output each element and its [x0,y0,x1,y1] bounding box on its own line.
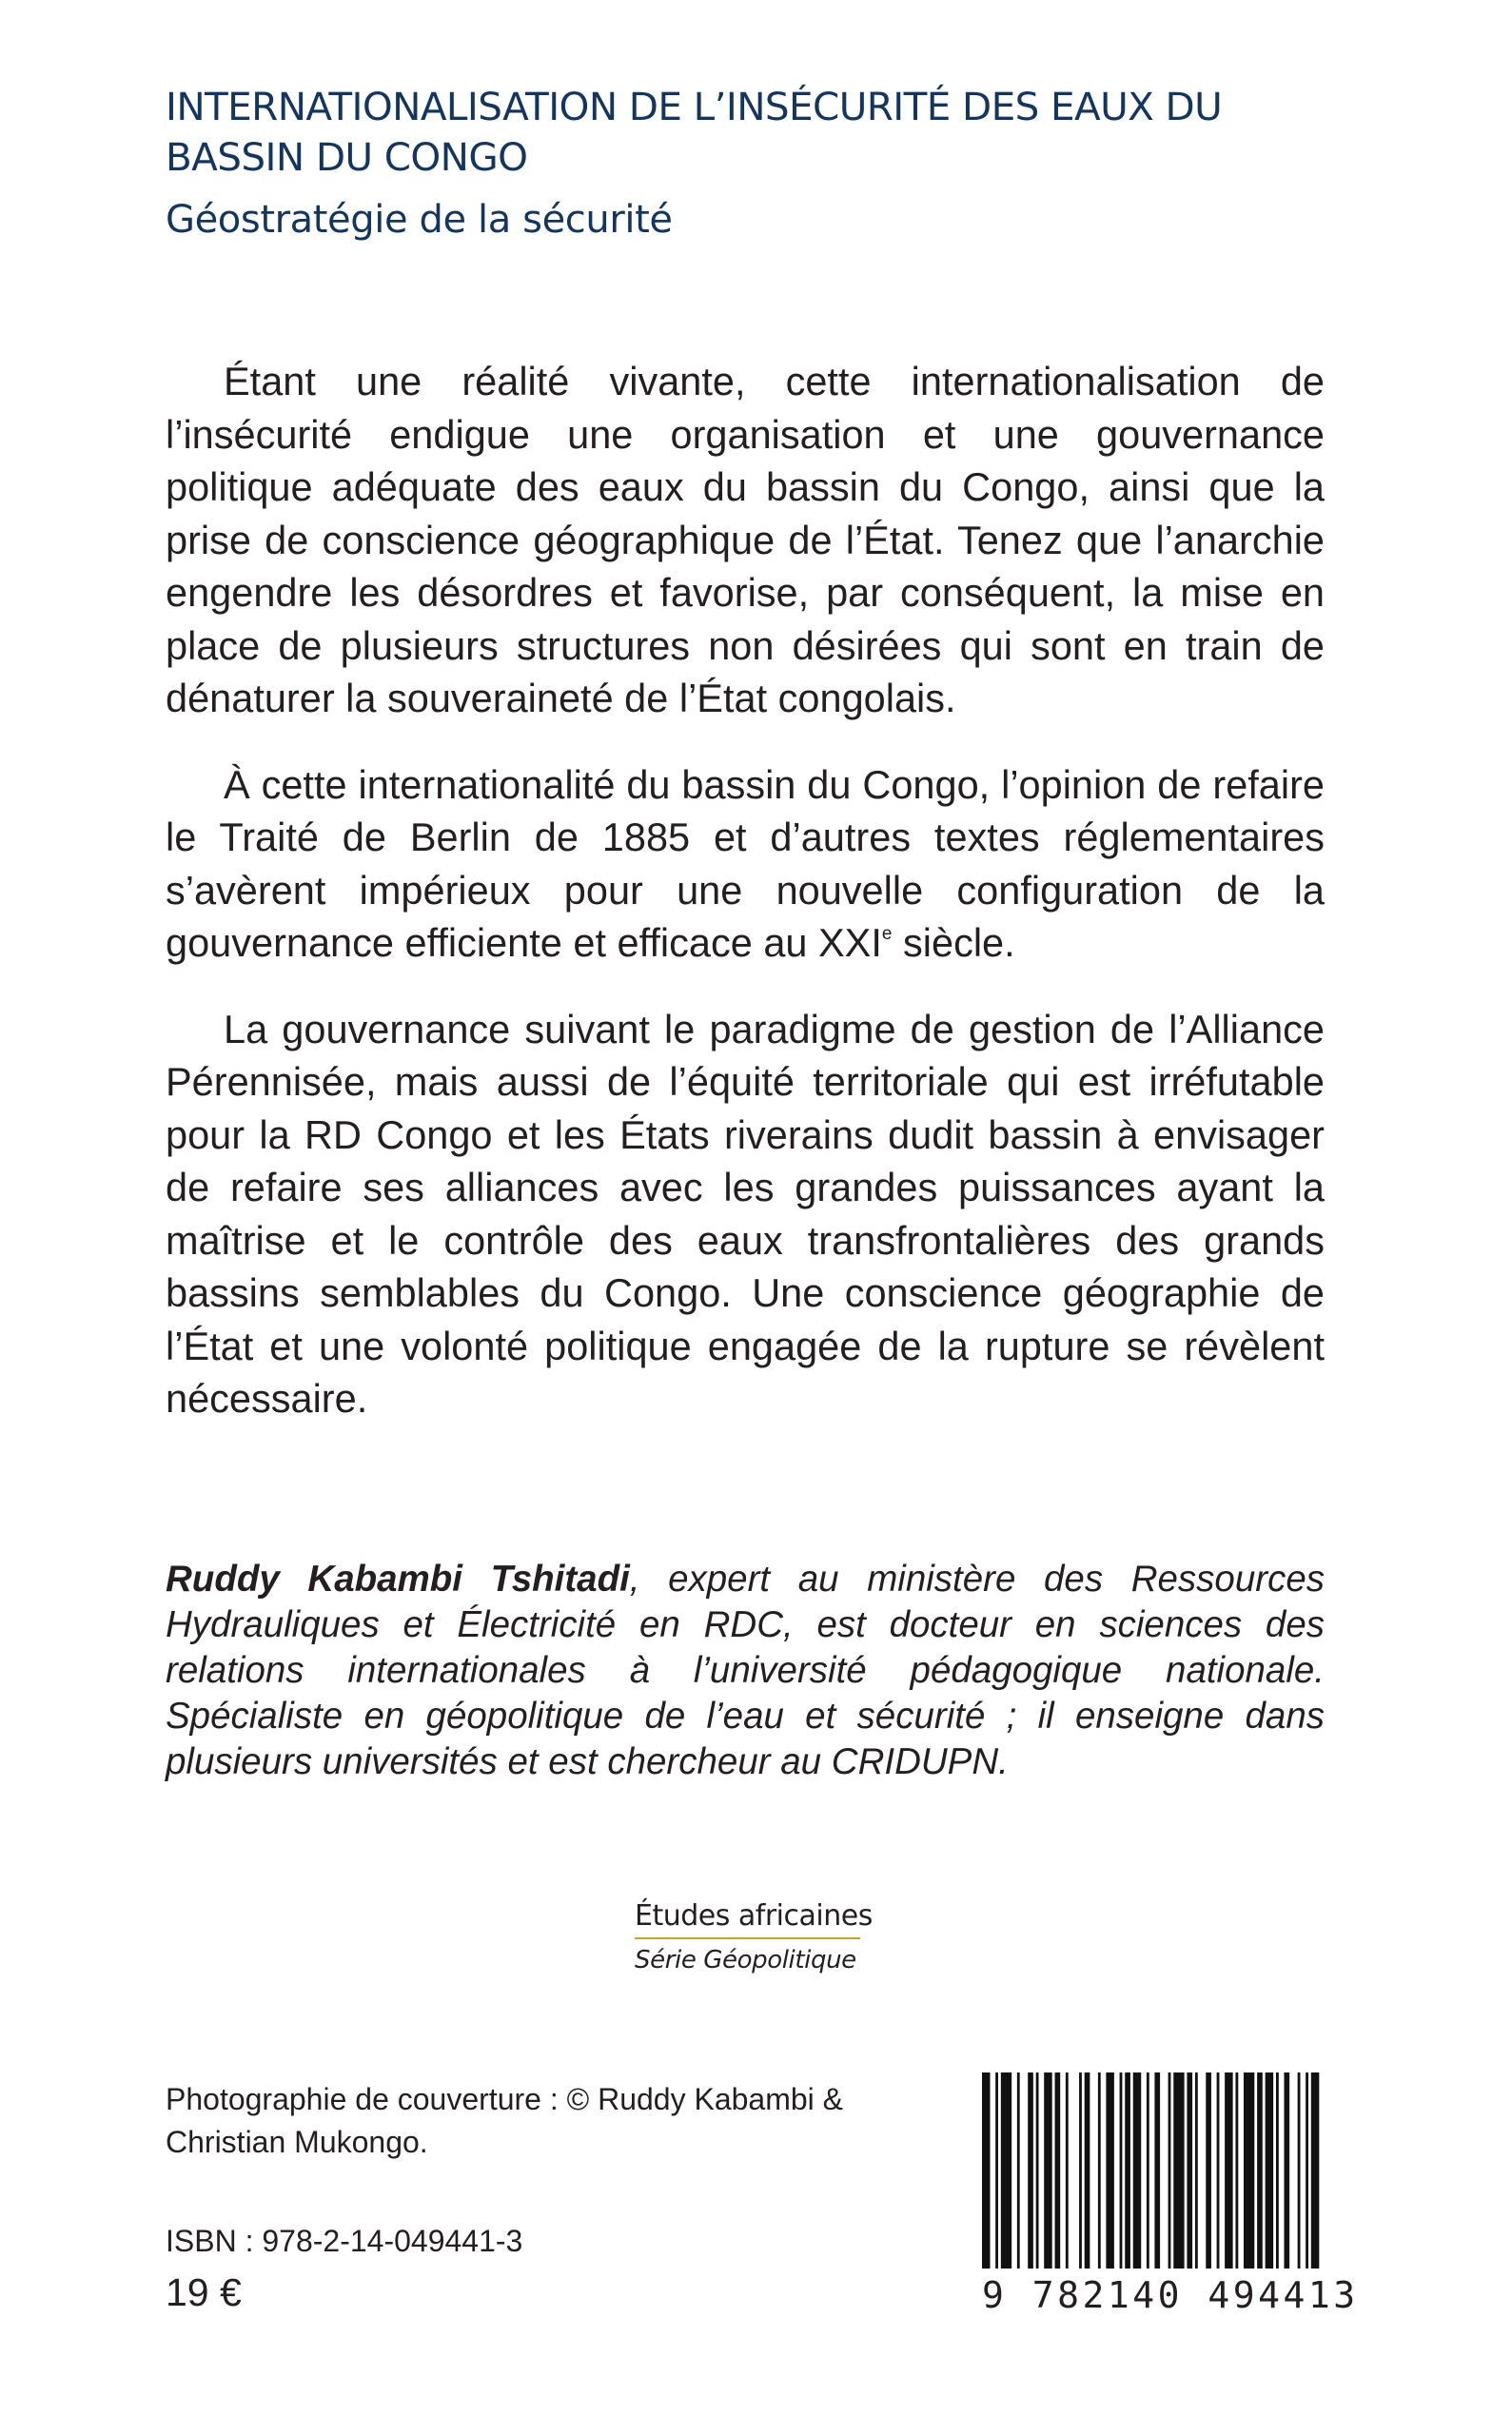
isbn: ISBN : 978-2-14-049441-3 [166,2224,523,2258]
barcode-bar [1168,2072,1171,2269]
series-subseries: Série Géopolitique [635,1946,856,1974]
barcode-bar [1298,2072,1301,2269]
barcode-bar [1306,2072,1308,2269]
book-subtitle: Géostratégie de la sécurité [166,198,673,242]
barcode-bar [1257,2072,1263,2269]
barcode-bar [1044,2072,1052,2269]
series-divider [635,1937,860,1939]
barcode-bar [1125,2072,1130,2269]
barcode-bar [1147,2072,1149,2269]
blurb-paragraph-1: Étant une réalité vivante, cette internationalisation de l’insécurité endigue une organisation et une gouvernance politique adéquate des eaux du bassin du Congo, ainsi que la prise de conscience géographique de l’État. Tenez que l’anarchie engendre les désordres et favorise, par conséquent, la mise en place de plusieurs structures non désirées qui sont en train de dénaturer la souveraineté de l’État congolais. [166,359,1325,720]
barcode-bar [1036,2072,1039,2269]
century-superscript: e [881,924,893,944]
barcode-bar [1284,2072,1289,2269]
barcode-bar [1225,2072,1233,2269]
photo-credit: Photographie de couverture : © Ruddy Kabambi & Christian Mukongo. [166,2082,843,2159]
series-imprint [635,1899,873,1975]
barcode [982,2072,1359,2322]
barcode-bar [995,2072,998,2269]
barcode-bar [1266,2072,1274,2269]
barcode-bar [1133,2072,1142,2269]
back-cover-blurb [166,355,1325,1459]
barcode-bar [1195,2072,1198,2269]
price: 19 € [166,2270,242,2314]
barcode-bar [1079,2072,1082,2269]
blurb-paragraph-2-end: siècle. [892,920,1015,965]
barcode-digits: 9 782140 494413 [982,2274,1359,2316]
barcode-bar [1085,2072,1090,2269]
blurb-paragraph-2 [166,758,1325,970]
barcode-bar [1066,2072,1069,2269]
barcode-bar [1028,2072,1033,2269]
blurb-paragraph-2-text: À cette internationalité du bassin du Congo, l’opinion de refaire le Traité de Berlin de 1885 et d’autres textes réglementaires s’avèrent impérieux pour une nouvelle configuration de la gouvernance efficiente et efficace au XXI [166,761,1325,965]
author-name: Ruddy Kabambi Tshitadi [166,1559,630,1600]
barcode-bar [1276,2072,1279,2269]
author-bio-text: , expert au ministère des Ressources Hydrauliques et Électricité en RDC, est docteur en sciences des relations internationales à l’université pédagogique nationale. Spécialiste en géopolitique de l’eau et sécurité ; il enseigne dans plusieurs universités et est chercheur au CRIDUPN. [166,1559,1325,1782]
barcode-bar [1235,2072,1238,2269]
barcode-bar [1017,2072,1020,2269]
barcode-bar [1244,2072,1254,2269]
barcode-bar [1098,2072,1101,2269]
series-name: Études africaines [635,1899,873,1933]
author-bio [166,1557,1325,1785]
barcode-bar [1311,2072,1320,2269]
blurb-paragraph-3: La gouvernance suivant le paradigme de gestion de l’Alliance Pérennisée, mais aussi de l’équité territoriale qui est irréfutable pour la RD Congo et les États riverains dudit bassin à envisager de refaire ses alliances avec les grandes puissances ayant la maîtrise et le contrôle des eaux transfrontalières des grands bassins semblables du Congo. Une conscience géographie de l’État et une volonté politique engagée de la rupture se révèlent nécessaire. [166,1006,1325,1421]
barcode-bar [1154,2072,1160,2269]
barcode-bar [1001,2072,1011,2269]
barcode-bar [1120,2072,1123,2269]
barcode-bar [1106,2072,1114,2269]
barcode-bar [1206,2072,1211,2269]
barcode-bar [1055,2072,1061,2269]
barcode-bar [1217,2072,1220,2269]
book-title: INTERNATIONALISATION DE L’INSÉCURITÉ DES EAUX DU BASSIN DU CONGO [166,84,1223,180]
barcode-bar [982,2072,991,2269]
barcode-bar [1173,2072,1184,2269]
barcode-bar [1187,2072,1192,2269]
barcode-icon [982,2072,1325,2269]
